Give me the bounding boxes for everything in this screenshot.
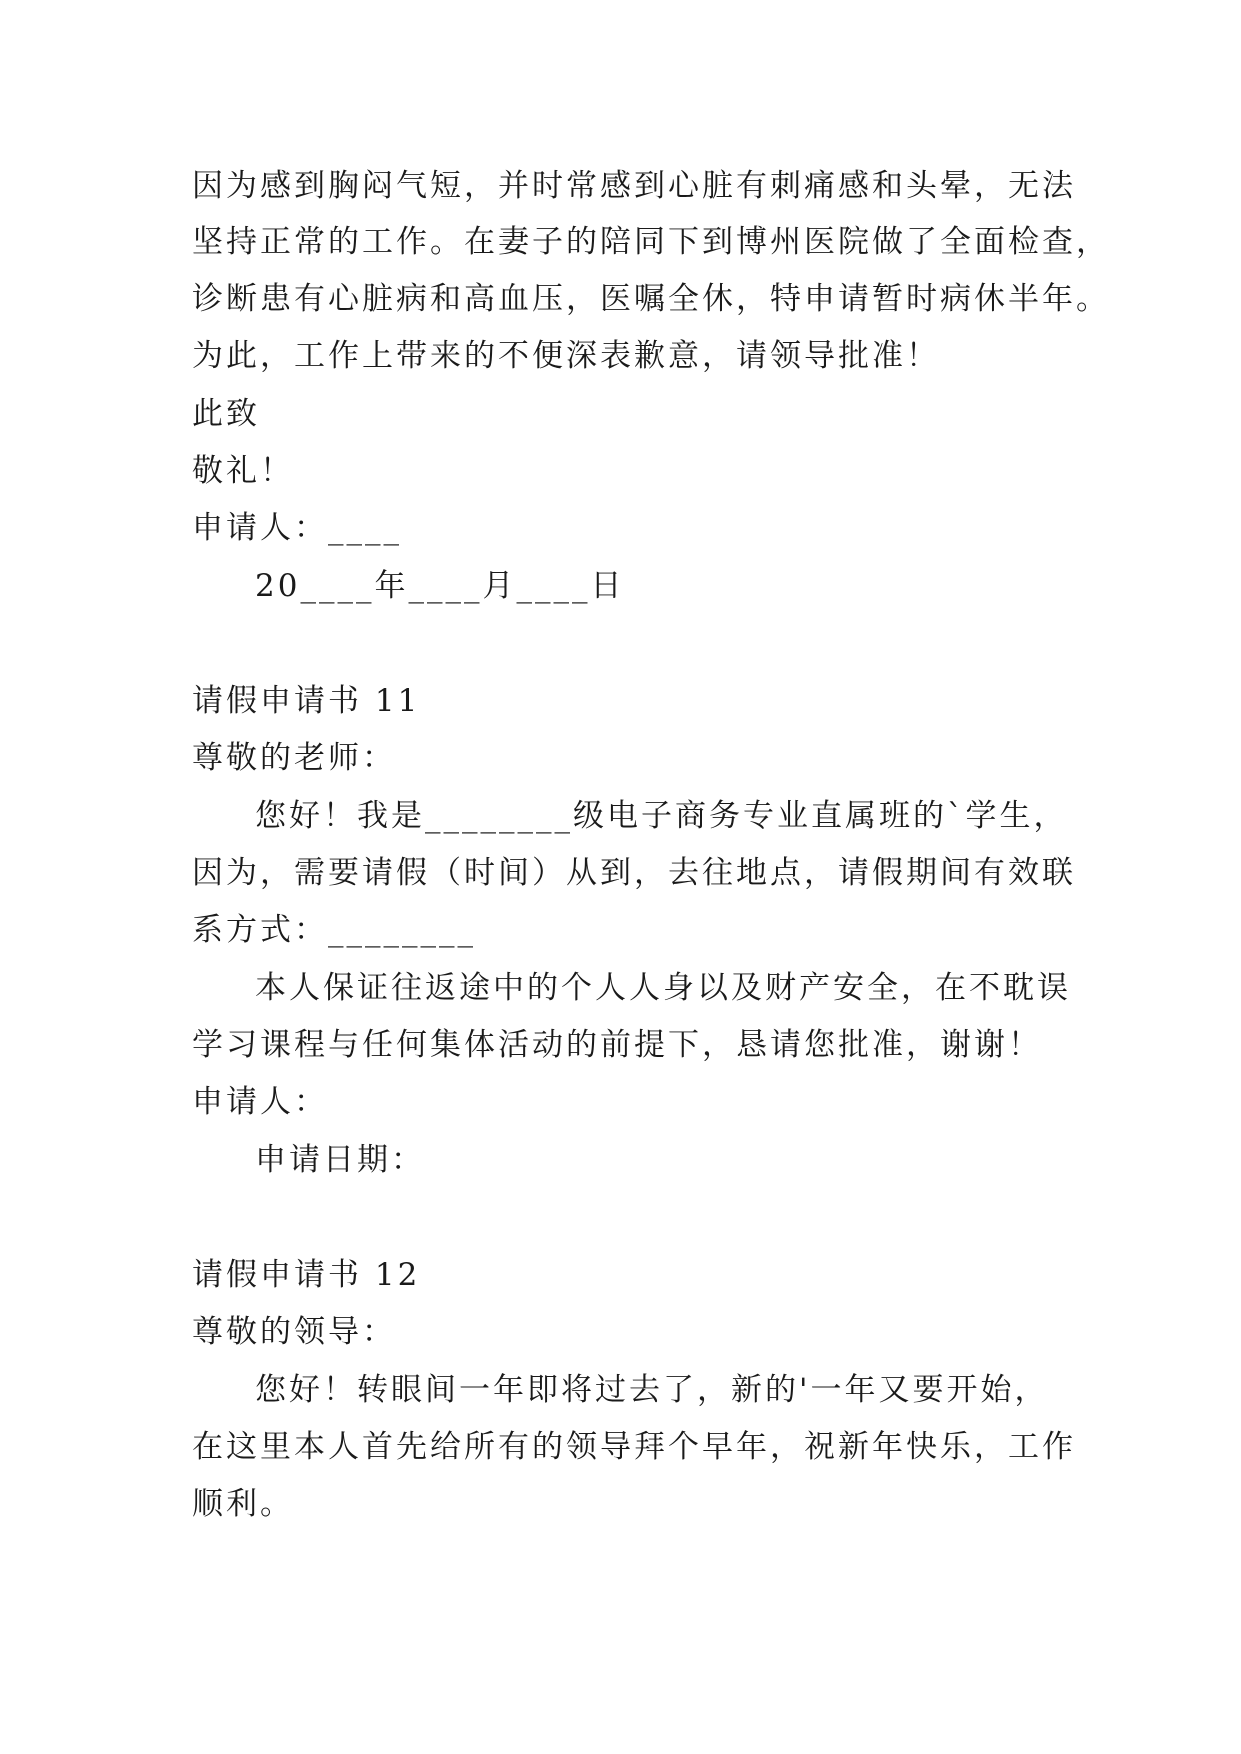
applicant-line: 申请人： (192, 1084, 328, 1120)
paragraph-line: 因为，需要请假（时间）从到，去往地点，请假期间有效联 (192, 855, 1076, 891)
paragraph-line: 学习课程与任何集体活动的前提下，恳请您批准，谢谢！ (192, 1027, 1042, 1063)
paragraph-line: 因为感到胸闷气短，并时常感到心脏有刺痛感和头晕，无法 (192, 168, 1076, 204)
paragraph-line: 诊断患有心脏病和高血压，医嘱全休，特申请暂时病休半年。 (192, 281, 1110, 317)
paragraph-line: 本人保证往返途中的个人人身以及财产安全，在不耽误 (255, 970, 1071, 1006)
paragraph-line: 系方式：________ (192, 912, 476, 948)
salutation: 尊敬的领导： (192, 1314, 396, 1350)
date-line: 20____年____月____日 (255, 568, 625, 604)
paragraph-line: 坚持正常的工作。在妻子的陪同下到博州医院做了全面检查， (192, 224, 1110, 260)
paragraph-line: 为此，工作上带来的不便深表歉意，请领导批准！ (192, 338, 940, 374)
salutation: 尊敬的老师： (192, 740, 396, 776)
paragraph-line: 您好！我是________级电子商务专业直属班的`学生， (255, 798, 1068, 834)
paragraph-line: 您好！转眼间一年即将过去了，新的'一年又要开始， (255, 1372, 1049, 1408)
section-title: 请假申请书 11 (192, 683, 421, 719)
applicant-line: 申请人：____ (192, 510, 402, 546)
paragraph-line: 在这里本人首先给所有的领导拜个早年，祝新年快乐，工作 (192, 1429, 1076, 1465)
date-line: 申请日期： (255, 1142, 425, 1178)
closing-line: 敬礼！ (192, 453, 294, 489)
section-title: 请假申请书 12 (192, 1257, 421, 1293)
paragraph-line: 顺利。 (192, 1486, 294, 1522)
closing-line: 此致 (192, 396, 260, 432)
